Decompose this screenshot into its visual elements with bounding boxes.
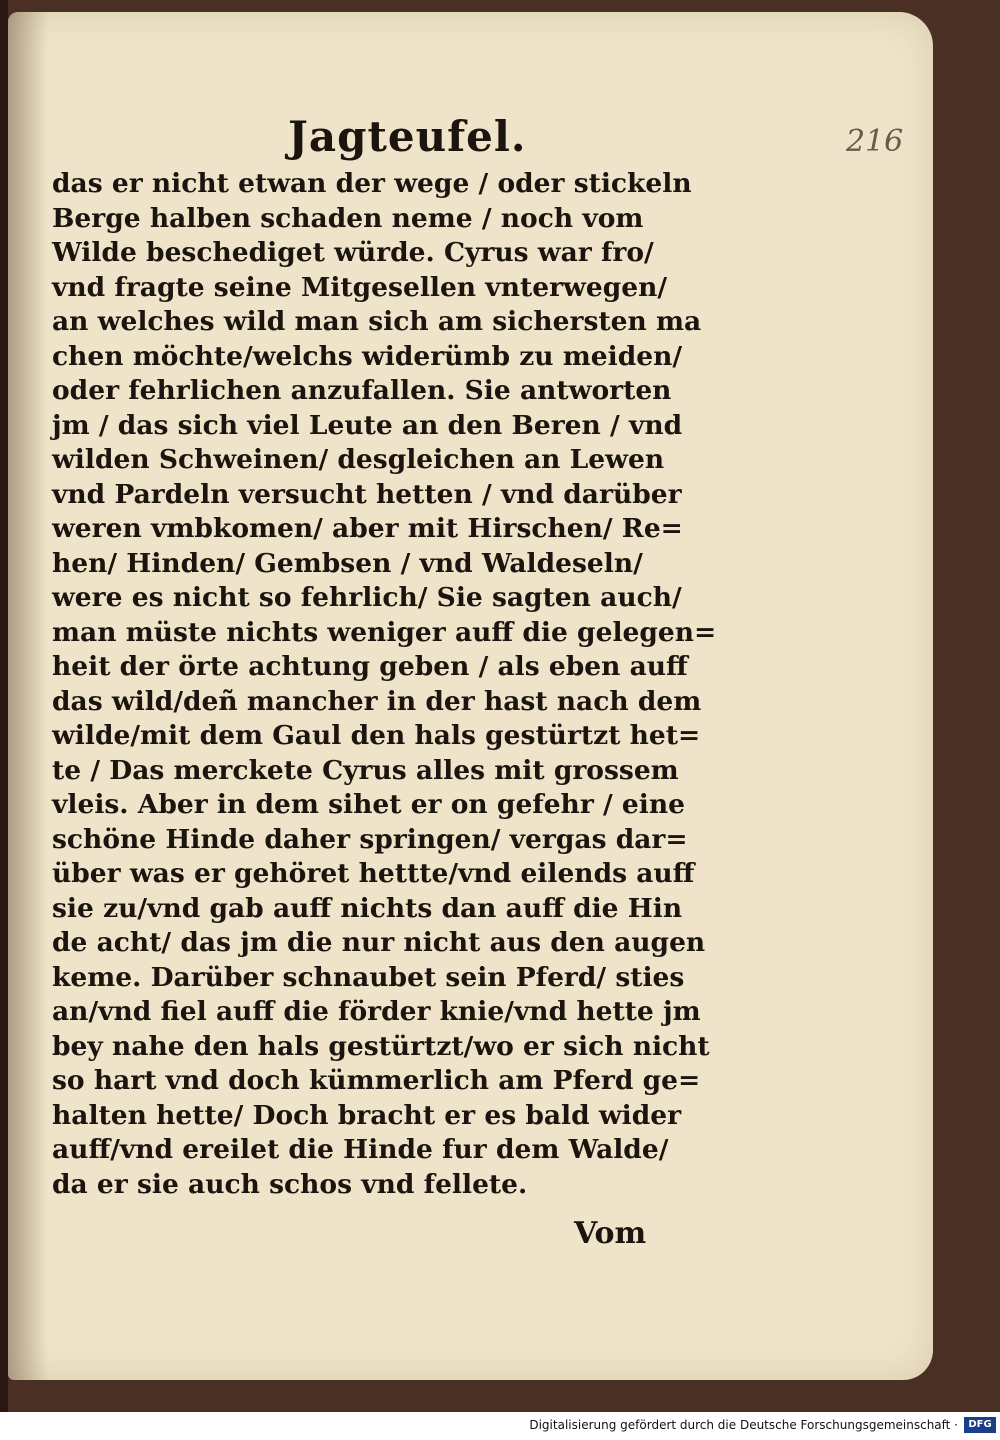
text-line: an/vnd fiel auff die förder knie/vnd hette jm — [52, 996, 701, 1027]
text-line: das wild/deñ mancher in der hast nach dem — [52, 685, 702, 717]
text-line: weren vmbkomen/ aber mit Hirschen/ Re= — [52, 513, 683, 544]
text-line: vnd fragte seine Mitgesellen vnterwegen/ — [52, 271, 668, 303]
text-line: sie zu/vnd gab auff nichts dan auff die Hin — [52, 892, 683, 924]
text-line: were es nicht so fehrlich/ Sie sagten auch/ — [52, 582, 682, 613]
dfg-logo: DFG — [964, 1417, 996, 1433]
text-line: te / Das merckete Cyrus alles mit grossem — [52, 754, 679, 786]
folio-number: 216 — [846, 124, 904, 159]
text-line: an welches wild man sich am sichersten ma — [52, 306, 702, 337]
catchword: Vom — [574, 1216, 647, 1251]
text-line: de acht/ das jm die nur nicht aus den augen — [52, 927, 706, 958]
text-line: heit der örte achtung geben / als eben auff — [52, 651, 688, 682]
book-page — [8, 12, 933, 1380]
text-line: Berge halben schaden neme / noch vom — [52, 202, 644, 234]
text-line: keme. Darüber schnaubet sein Pferd/ sties — [52, 961, 685, 993]
text-line: jm / das sich viel Leute an den Beren / vnd — [52, 409, 683, 441]
body-text — [52, 167, 722, 1202]
text-line: das er nicht etwan der wege / oder stickeln — [52, 168, 692, 199]
text-line: vleis. Aber in dem sihet er on gefehr / eine — [52, 789, 685, 820]
text-line: vnd Pardeln versucht hetten / vnd darüber — [52, 478, 682, 510]
text-line: wilden Schweinen/ desgleichen an Lewen — [52, 444, 665, 475]
text-line: man müste nichts weniger auff die gelegen= — [52, 616, 717, 648]
text-line: da er sie auch schos vnd fellete. — [52, 1168, 528, 1200]
text-line: halten hette/ Doch bracht er es bald wider — [52, 1099, 682, 1131]
text-line: oder fehrlichen anzufallen. Sie antworten — [52, 375, 672, 406]
text-line: auff/vnd ereilet die Hinde fur dem Walde/ — [52, 1134, 669, 1165]
text-line: schöne Hinde daher springen/ vergas dar= — [52, 823, 688, 855]
text-line: so hart vnd doch kümmerlich am Pferd ge= — [52, 1065, 701, 1096]
text-line: Wilde beschediget würde. Cyrus war fro/ — [52, 237, 654, 268]
text-line: über was er gehöret hettte/vnd eilends auff — [52, 858, 695, 889]
text-line: hen/ Hinden/ Gembsen / vnd Waldeseln/ — [52, 547, 643, 579]
text-line: bey nahe den hals gestürtzt/wo er sich nicht — [52, 1030, 710, 1062]
gutter-shadow — [8, 12, 48, 1380]
text-line: wilde/mit dem Gaul den hals gestürtzt het= — [52, 720, 701, 751]
running-head: Jagteufel. — [288, 112, 527, 161]
text-line: chen möchte/welchs widerümb zu meiden/ — [52, 340, 683, 372]
footer-bar — [0, 1412, 1000, 1440]
funding-credit: Digitalisierung gefördert durch die Deutsche Forschungsgemeinschaft · — [529, 1418, 958, 1432]
